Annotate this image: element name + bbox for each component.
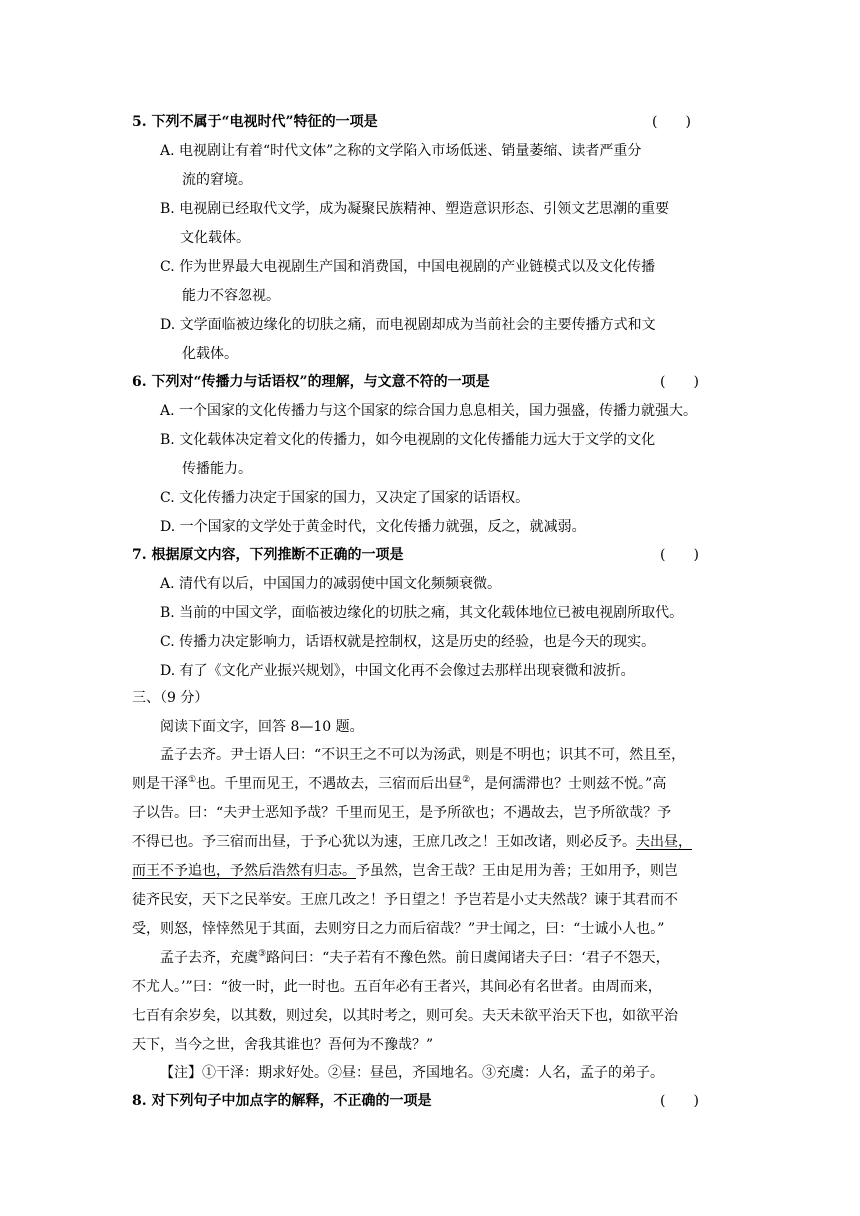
- q6-option-a: A. 一个国家的文化传播力与这个国家的综合国力息息相关，国力强盛，传播力就强大。: [160, 403, 698, 419]
- passage-line-11: 天下，当今之世，舍我其谁也？吾何为不豫哉？”: [132, 1037, 434, 1053]
- q7-option-d: D. 有了《文化产业振兴规划》，中国文化再不会像过去那样出现衰微和波折。: [160, 663, 635, 679]
- passage-line-3: 子以告。曰：“夫尹士恶知予哉？千里而见王，是予所欲也；不遇故去，岂予所欲哉？予: [132, 805, 672, 821]
- q7-option-c: C. 传播力决定影响力，话语权就是控制权，这是历史的经验，也是今天的现实。: [160, 634, 656, 650]
- underlined-sentence: 夫出昼，: [636, 834, 692, 850]
- q8-stem: 8. 对下列句子中加点字的解释，不正确的一项是: [132, 1093, 432, 1109]
- q7-answer-paren: ( ): [660, 547, 699, 563]
- passage-line-10: 七百有余岁矣，以其数，则过矣，以其时考之，则可矣。夫天未欲平治天下也，如欲平治: [132, 1008, 678, 1024]
- q6-option-c: C. 文化传播力决定于国家的国力，又决定了国家的话语权。: [160, 490, 530, 506]
- q6-stem: 6. 下列对“传播力与话语权”的理解，与文意不符的一项是: [132, 374, 490, 390]
- q6-answer-paren: ( ): [660, 374, 699, 390]
- passage-line-7: 受，则怒，悻悻然见于其面，去则穷日之力而后宿哉？”尹士闻之，曰：“士诚小人也。”: [132, 921, 665, 937]
- passage-line-1: 孟子去齐。尹士语人曰：“不识王之不可以为汤武，则是不明也；识其不可，然且至，: [160, 747, 686, 763]
- footnote-note: 【注】①干泽：期求好处。②昼：昼邑，齐国地名。③充虞：人名，孟子的弟子。: [160, 1065, 664, 1081]
- passage-line-5: 而王不予追也，予然后浩然有归志。予虽然，岂舍王哉？王由足用为善；王如用予，则岂: [132, 863, 678, 879]
- q6-option-b-cont: 传播能力。: [182, 461, 252, 477]
- passage-line-4: 不得已也。予三宿而出昼，于予心犹以为速，王庶几改之！王如改诸，则必反予。夫出昼，: [132, 834, 692, 850]
- passage-line-6: 徒齐民安，天下之民举安。王庶几改之！予日望之！予岂若是小丈夫然哉？谏于其君而不: [132, 892, 678, 908]
- q5-option-d-cont: 化载体。: [182, 346, 238, 362]
- passage-line-9: 不尤人。’”曰：“彼一时，此一时也。五百年必有王者兴，其间必有名世者。由周而来，: [132, 979, 662, 995]
- q7-option-a: A. 清代有以后，中国国力的减弱使中国文化频频衰微。: [160, 576, 502, 592]
- q5-option-a-cont: 流的窘境。: [182, 172, 252, 188]
- section-instruction: 阅读下面文字，回答 8—10 题。: [160, 719, 364, 735]
- q5-option-c-cont: 能力不容忽视。: [182, 288, 280, 304]
- q5-option-b: B. 电视剧已经取代文学，成为凝聚民族精神、塑造意识形态、引领文艺思潮的重要: [160, 201, 670, 217]
- q5-answer-paren: ( ): [652, 114, 691, 130]
- passage-line-2: 则是干泽①也。千里而见王，不遇故去，三宿而后出昼②，是何濡滞也？士则兹不悦。”高: [132, 775, 667, 792]
- q6-option-d: D. 一个国家的文学处于黄金时代，文化传播力就强，反之，就减弱。: [160, 519, 586, 535]
- q8-answer-paren: ( ): [660, 1093, 699, 1109]
- section-heading: 三、（9 分）: [132, 690, 209, 706]
- footnote-ref-2: ②: [462, 775, 471, 785]
- passage-line-8: 孟子去齐，充虞③路问曰：“夫子若有不豫色然。前日虞闻诸夫子曰：‘君子不怨天，: [160, 949, 670, 966]
- q5-option-d: D. 文学面临被边缘化的切肤之痛，而电视剧却成为当前社会的主要传播方式和文: [160, 317, 656, 333]
- footnote-ref-1: ①: [188, 775, 197, 785]
- q5-option-b-cont: 文化载体。: [180, 230, 250, 246]
- q5-option-a: A. 电视剧让有着“时代文体”之称的文学陷入市场低迷、销量萎缩、读者严重分: [160, 143, 642, 159]
- q6-option-b: B. 文化载体决定着文化的传播力，如今电视剧的文化传播能力远大于文学的文化: [160, 432, 656, 448]
- q7-stem: 7. 根据原文内容，下列推断不正确的一项是: [132, 547, 404, 563]
- q7-option-b: B. 当前的中国文学，面临被边缘化的切肤之痛，其文化载体地位已被电视剧所取代。: [160, 605, 684, 621]
- q5-stem: 5. 下列不属于“电视时代”特征的一项是: [132, 114, 378, 130]
- footnote-ref-3: ③: [258, 949, 267, 959]
- underlined-sentence-cont: 而王不予追也，予然后浩然有归志。: [132, 863, 356, 879]
- q5-option-c: C. 作为世界最大电视剧生产国和消费国，中国电视剧的产业链模式以及文化传播: [160, 259, 656, 275]
